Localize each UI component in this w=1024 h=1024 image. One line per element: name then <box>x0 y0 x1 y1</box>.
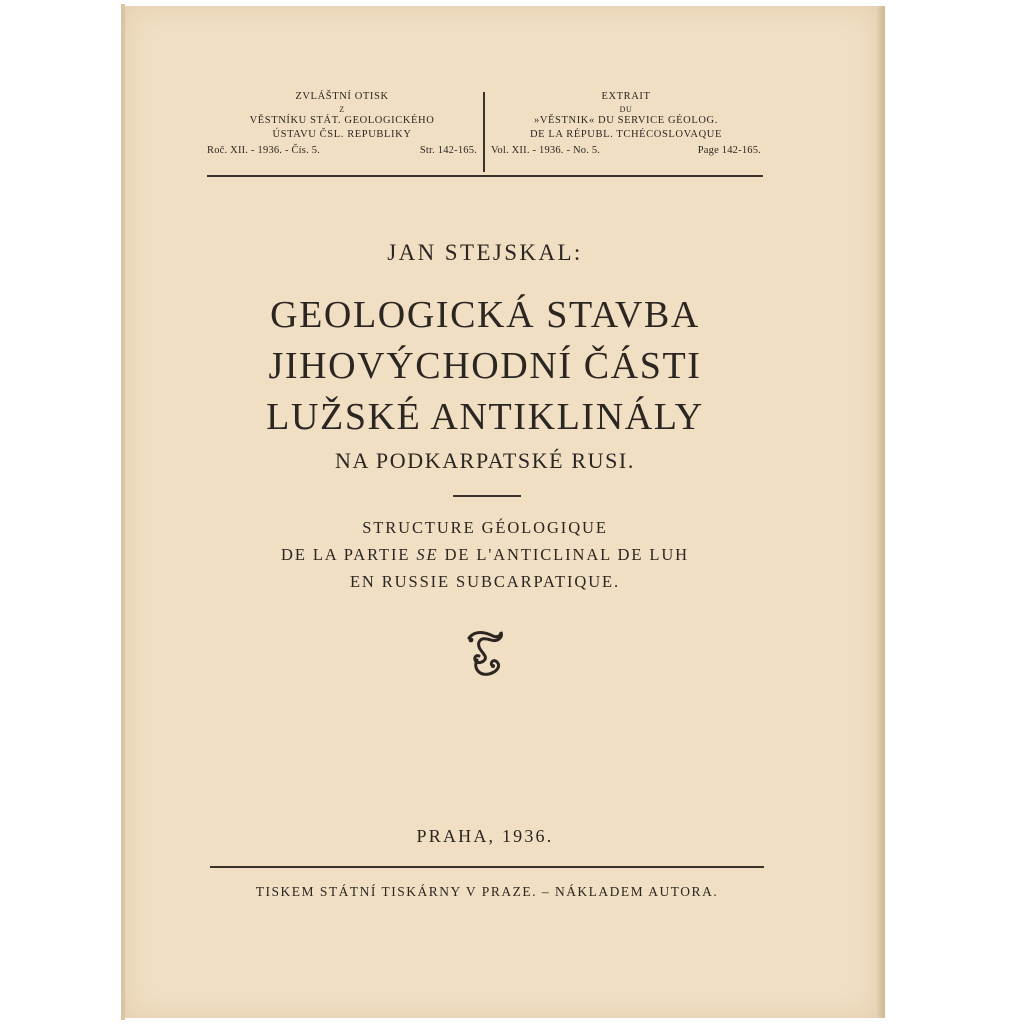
header-right-pages: Page 142-165. <box>697 144 761 156</box>
offprint-header <box>207 90 763 178</box>
header-french-column <box>491 90 761 158</box>
header-right-volume: Vol. XII. - 1936. - No. 5. <box>491 144 601 156</box>
french-title-line2 <box>200 541 770 568</box>
header-left-line4: ÚSTAVU ČSL. REPUBLIKY <box>272 129 412 141</box>
french-line2-after: DE L'ANTICLINAL DE LUH <box>438 545 689 564</box>
title-line4: NA PODKARPATSKÉ RUSI. <box>335 448 635 473</box>
header-left-volume: Roč. XII. - 1936. - Čís. 5. <box>207 144 321 156</box>
header-right-line3: »VĚSTNIK« DU SERVICE GÉOLOG. <box>534 114 718 126</box>
title-line2: JIHOVÝCHODNÍ ČÁSTI <box>268 345 702 387</box>
title-line1: GEOLOGICKÁ STAVBA <box>270 294 700 336</box>
header-left-reference <box>207 144 477 159</box>
czech-title <box>170 290 800 479</box>
french-title <box>200 514 770 595</box>
header-right-line4: DE LA RÉPUBL. TCHÉCOSLOVAQUE <box>529 129 722 141</box>
header-left-pages: Str. 142-165. <box>419 144 477 156</box>
header-vertical-divider <box>483 92 485 172</box>
page-right-edge <box>877 6 885 1018</box>
header-right-line1: EXTRAIT <box>601 91 651 102</box>
french-title-line1: STRUCTURE GÉOLOGIQUE <box>362 518 608 537</box>
fleuron-ornament-icon <box>463 628 507 680</box>
header-left-line2: Z <box>339 104 345 114</box>
header-right-reference <box>491 144 761 159</box>
author-name: JAN STEJSKAL: <box>387 240 583 265</box>
header-bottom-rule <box>207 175 763 177</box>
printer-imprint: TISKEM STÁTNÍ TISKÁRNY V PRAZE. – NÁKLADEM AUTORA. <box>255 884 719 899</box>
title-line3: LUŽSKÉ ANTIKLINÁLY <box>266 396 704 438</box>
french-line2-before: DE LA PARTIE <box>281 545 417 564</box>
french-line2-italic: SE <box>416 545 439 564</box>
header-left-line1: ZVLÁŠTNÍ OTISK <box>295 91 389 102</box>
header-left-line3: VĚSTNÍKU STÁT. GEOLOGICKÉHO <box>249 114 435 126</box>
header-right-line2: DU <box>619 104 633 114</box>
place-and-year: PRAHA, 1936. <box>416 826 554 846</box>
french-title-line3: EN RUSSIE SUBCARPATIQUE. <box>349 572 621 591</box>
title-separator-rule <box>453 495 521 497</box>
header-czech-column <box>207 90 477 158</box>
footer-rule <box>210 866 764 868</box>
